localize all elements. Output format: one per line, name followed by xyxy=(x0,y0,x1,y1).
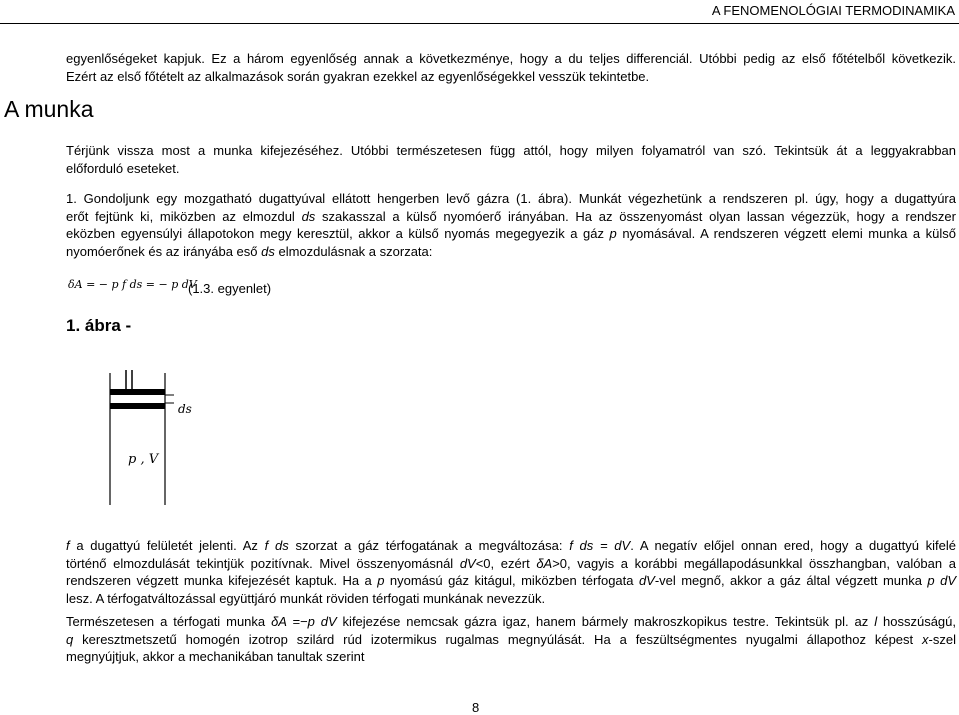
p1-line-1: Térjünk vissza most a munka kifejezéséhez. Utóbbi természetesen függ attól, hogy milyen folyamatról van szó. Tekintsük át a leggyakrabban xyxy=(66,143,956,158)
p4-line-2: q keresztmetszetű homogén izotrop szilárd rúd izotermikus rugalmas megnyúlását. Ha a feszültségmentes nyugalmi állapothoz képest x-szel xyxy=(66,631,956,647)
p2-line-3: eközben egyensúlyi állapotokon megy keresztül, akkor a külső nyomás megegyezik a gáz p nyomásával. A rendszeren végzett elemi munka a külső xyxy=(66,226,956,241)
paragraph-1 xyxy=(66,142,956,177)
piston-top xyxy=(110,389,165,395)
p3-line-2: történő elmozdulását tekintjük pozitívnak. Mivel összenyomásnál dV<0, ezért δA>0, vagyis a korábbi megállapodásunkkal összhangban, valóban a xyxy=(66,555,956,571)
p4-line-1: Természetesen a térfogati munka δA =−p dV kifejezése nemcsak gázra igaz, hanem bármely makroszkopikus testre. Tekintsük pl. az l hosszúságú, xyxy=(66,614,957,629)
piston-cylinder-figure xyxy=(100,365,210,515)
page-number: 8 xyxy=(472,700,480,715)
paragraph-2 xyxy=(66,190,956,260)
equation-label: (1.3. egyenlet) xyxy=(188,281,272,296)
p3-line-1: f a dugattyú felületét jelenti. Az f ds szorzat a gáz térfogatának a megváltozása: f ds = dV. A negatív előjel onnan ered, hogy a dugattyú kifelé xyxy=(66,538,956,553)
p3-line-3: rendszeren végzett munka kifejezését kaptuk. Ha a p nyomású gáz kitágul, miközben térfogata dV-vel megnő, akkor a gáz által végzett munka p dV xyxy=(66,573,956,588)
p2-line-4: nyomóerőnek és az irányába eső ds elmozdulásnak a szorzata: xyxy=(66,243,433,259)
p4-line-3: megnyújtjuk, akkor a mechanikában tanultak szerint xyxy=(66,649,365,664)
equation-formula: δA = − p f ds = − p dV xyxy=(68,278,197,291)
piston-bottom xyxy=(110,403,165,409)
p3-line-4: lesz. A térfogatváltozással együttjáró munkát röviden térfogati munkának nevezzük. xyxy=(66,590,546,606)
figure-label: 1. ábra - xyxy=(66,316,132,335)
pv-figure-label: p , V xyxy=(128,452,159,467)
paragraph-4 xyxy=(66,613,956,666)
p1-line-2: előforduló eseteket. xyxy=(66,160,180,176)
intro-line-2: Ezért az első főtételt az alkalmazások során gyakran ezekkel az egyenlőségekkel vesszük tekintetbe. xyxy=(66,68,650,84)
ds-figure-label: ds xyxy=(178,402,192,416)
p2-line-2: erőt fejtünk ki, miközben az elmozdul ds szakasszal a külső nyomóerő irányában. Ha az összenyomást olyan lassan végezzük, hogy a rendszer xyxy=(66,208,956,224)
running-header: A FENOMENOLÓGIAI TERMODINAMIKA xyxy=(711,3,955,18)
paragraph-3 xyxy=(66,537,956,607)
equation-1-3 xyxy=(68,276,197,294)
section-title: A munka xyxy=(4,96,94,122)
header-rule xyxy=(0,23,959,24)
intro-paragraph xyxy=(66,50,956,85)
intro-line-1: egyenlőségeket kapjuk. Ez a három egyenlőség annak a következménye, hogy a du teljes differenciál. Utóbbi pedig az első főtételből következik. xyxy=(66,51,956,66)
p2-line-1: 1. Gondoljunk egy mozgatható dugattyúval ellátott hengerben levő gázra (1. ábra). Munkát végezhetünk a rendszeren pl. úgy, hogy a dugattyúra xyxy=(66,191,956,206)
